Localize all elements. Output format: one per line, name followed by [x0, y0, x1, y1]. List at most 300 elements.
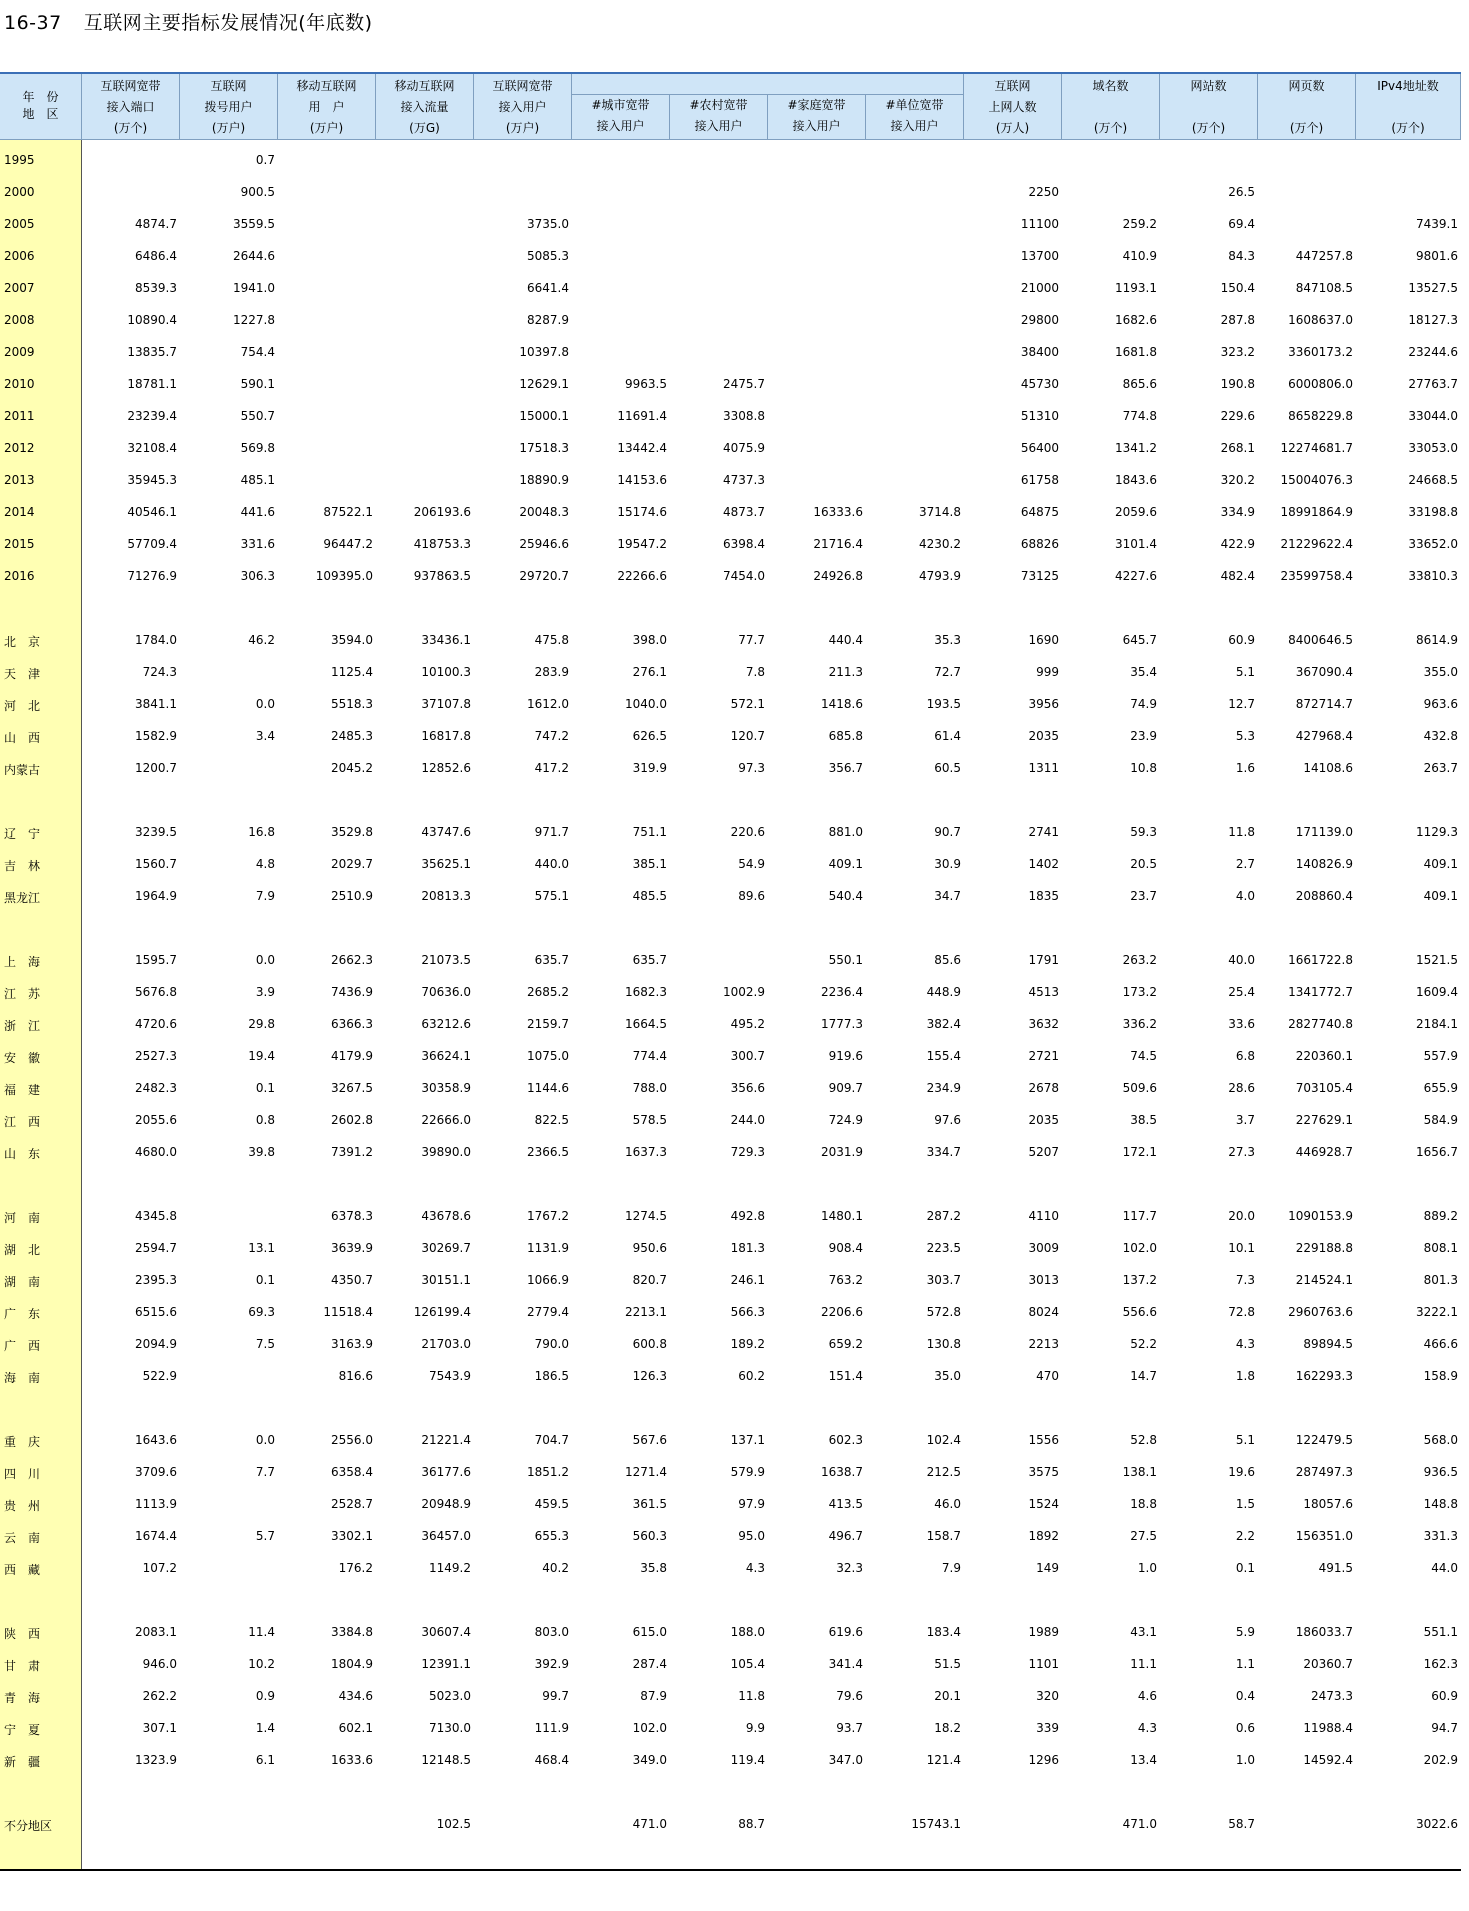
table-cell: 14153.6 [617, 473, 667, 487]
column-header-1-line-1: 拨号用户 [204, 100, 253, 114]
column-header-11-line-0: 网站数 [1190, 79, 1227, 93]
table-cell: 1002.9 [723, 985, 765, 999]
table-cell: 2213 [1028, 1337, 1059, 1351]
row-label: 新 疆 [4, 1755, 41, 1769]
table-cell: 4230.2 [919, 537, 961, 551]
table-cell: 120.7 [730, 729, 765, 743]
table-cell: 36457.0 [421, 1529, 471, 1543]
table-cell: 8024 [1028, 1305, 1059, 1319]
table-cell: 2035 [1028, 729, 1059, 743]
table-cell: 3239.5 [135, 825, 177, 839]
table-cell: 1661722.8 [1288, 953, 1353, 967]
table-cell: 26.5 [1228, 185, 1255, 199]
table-cell: 822.5 [534, 1113, 569, 1127]
table-cell: 774.4 [632, 1049, 667, 1063]
table-row [0, 246, 1461, 266]
table-cell: 550.7 [240, 409, 275, 423]
table-cell: 7.9 [941, 1561, 961, 1575]
table-row [0, 1654, 1461, 1674]
table-row [0, 726, 1461, 746]
table-row [0, 886, 1461, 906]
table-cell: 6515.6 [135, 1305, 177, 1319]
table-cell: 471.0 [632, 1817, 667, 1831]
table-cell: 33053.0 [1408, 441, 1458, 455]
table-cell: 61.4 [934, 729, 961, 743]
column-header-4-line-0: 互联网宽带 [492, 79, 553, 93]
table-row [0, 1558, 1461, 1578]
table-cell: 1480.1 [821, 1209, 863, 1223]
table-cell: 0.0 [255, 953, 275, 967]
table-cell: 208860.4 [1295, 889, 1353, 903]
table-cell: 0.7 [255, 153, 275, 167]
column-header-10-line-1 [1062, 97, 1159, 118]
table-cell: 33198.8 [1408, 505, 1458, 519]
table-row [0, 470, 1461, 490]
table-cell: 4.3 [1235, 1337, 1255, 1351]
table-row [0, 566, 1461, 586]
table-cell: 172.1 [1122, 1145, 1157, 1159]
table-cell: 122479.5 [1295, 1433, 1353, 1447]
column-header-0 [82, 74, 180, 140]
table-cell: 35.0 [934, 1369, 961, 1383]
table-cell: 3639.9 [331, 1241, 373, 1255]
row-label: 内蒙古 [4, 763, 41, 777]
column-header-10-line-2: (万个) [1093, 121, 1128, 135]
table-cell: 11.4 [248, 1625, 275, 1639]
table-cell: 85.6 [934, 953, 961, 967]
column-header-3-line-2: (万G) [409, 121, 440, 135]
table-cell: 751.1 [632, 825, 667, 839]
row-label: 安 徽 [4, 1051, 41, 1065]
table-cell: 60.2 [738, 1369, 765, 1383]
table-cell: 655.9 [1423, 1081, 1458, 1095]
table-cell: 3009 [1028, 1241, 1059, 1255]
table-cell: 105.4 [730, 1657, 765, 1671]
column-header-4 [474, 74, 572, 140]
table-cell: 12148.5 [421, 1753, 471, 1767]
table-cell: 36177.6 [421, 1465, 471, 1479]
table-code: 16-37 [4, 12, 62, 34]
table-cell: 149 [1036, 1561, 1059, 1575]
table-cell: 24926.8 [813, 569, 863, 583]
column-header-6-line-1: 接入用户 [694, 119, 743, 133]
table-cell: 1656.7 [1416, 1145, 1458, 1159]
table-cell: 33810.3 [1408, 569, 1458, 583]
table-cell: 4227.6 [1115, 569, 1157, 583]
table-cell: 117.7 [1122, 1209, 1157, 1223]
table-cell: 820.7 [632, 1273, 667, 1287]
table-cell: 1.5 [1235, 1497, 1255, 1511]
table-cell: 102.5 [436, 1817, 471, 1831]
table-cell: 3714.8 [919, 505, 961, 519]
table-cell: 214524.1 [1295, 1273, 1353, 1287]
column-header-1-line-2: (万户) [211, 121, 246, 135]
row-label: 甘 肃 [4, 1659, 41, 1673]
table-row [0, 1750, 1461, 1770]
table-row [0, 822, 1461, 842]
table-cell: 4.6 [1137, 1689, 1157, 1703]
table-cell: 432.8 [1423, 729, 1458, 743]
table-cell: 963.6 [1423, 697, 1458, 711]
table-cell: 7436.9 [331, 985, 373, 999]
table-cell: 126.3 [632, 1369, 667, 1383]
table-cell: 7130.0 [429, 1721, 471, 1735]
table-cell: 4874.7 [135, 217, 177, 231]
table-cell: 459.5 [534, 1497, 569, 1511]
table-cell: 341.4 [828, 1657, 863, 1671]
table-cell: 936.5 [1423, 1465, 1458, 1479]
table-cell: 15174.6 [617, 505, 667, 519]
table-row [0, 1270, 1461, 1290]
table-cell: 229.6 [1220, 409, 1255, 423]
table-cell: 15743.1 [911, 1817, 961, 1831]
table-cell: 212.5 [926, 1465, 961, 1479]
row-label: 2006 [4, 249, 35, 263]
table-cell: 94.7 [1431, 1721, 1458, 1735]
table-cell: 303.7 [926, 1273, 961, 1287]
row-label: 山 东 [4, 1147, 41, 1161]
table-cell: 8658229.8 [1288, 409, 1353, 423]
table-cell: 9963.5 [625, 377, 667, 391]
table-cell: 70636.0 [421, 985, 471, 999]
table-cell: 97.3 [738, 761, 765, 775]
table-cell: 27.5 [1130, 1529, 1157, 1543]
table-cell: 492.8 [730, 1209, 765, 1223]
table-cell: 186033.7 [1295, 1625, 1353, 1639]
table-cell: 2644.6 [233, 249, 275, 263]
row-label: 广 东 [4, 1307, 41, 1321]
table-cell: 102.0 [632, 1721, 667, 1735]
table-cell: 10.1 [1228, 1241, 1255, 1255]
table-cell: 1.6 [1235, 761, 1255, 775]
table-cell: 181.3 [730, 1241, 765, 1255]
row-label: 湖 南 [4, 1275, 41, 1289]
table-cell: 29.8 [248, 1017, 275, 1031]
table-cell: 20048.3 [519, 505, 569, 519]
table-cell: 1674.4 [135, 1529, 177, 1543]
table-cell: 72.7 [934, 665, 961, 679]
table-cell: 557.9 [1423, 1049, 1458, 1063]
table-cell: 567.6 [632, 1433, 667, 1447]
table-cell: 23599758.4 [1280, 569, 1353, 583]
table-cell: 6398.4 [723, 537, 765, 551]
table-cell: 6.8 [1235, 1049, 1255, 1063]
column-header-0-line-2: (万个) [113, 121, 148, 135]
table-cell: 287.4 [632, 1657, 667, 1671]
table-cell: 18890.9 [519, 473, 569, 487]
table-cell: 1637.3 [625, 1145, 667, 1159]
table-cell: 3632 [1028, 1017, 1059, 1031]
table-cell: 440.0 [534, 857, 569, 871]
table-cell: 1271.4 [625, 1465, 667, 1479]
table-cell: 0.1 [255, 1273, 275, 1287]
table-cell: 1777.3 [821, 1017, 863, 1031]
column-header-12-line-0: 网页数 [1288, 79, 1325, 93]
table-cell: 6366.3 [331, 1017, 373, 1031]
table-cell: 575.1 [534, 889, 569, 903]
table-row [0, 1238, 1461, 1258]
table-cell: 7.9 [255, 889, 275, 903]
table-cell: 15004076.3 [1280, 473, 1353, 487]
table-cell: 206193.6 [413, 505, 471, 519]
column-header-9-line-1: 上网人数 [988, 100, 1037, 114]
row-label: 西 藏 [4, 1563, 41, 1577]
table-cell: 22266.6 [617, 569, 667, 583]
column-header-12-line-2: (万个) [1289, 121, 1324, 135]
column-header-5 [572, 95, 670, 140]
table-cell: 3575 [1028, 1465, 1059, 1479]
table-cell: 188.0 [730, 1625, 765, 1639]
table-cell: 246.1 [730, 1273, 765, 1287]
table-cell: 0.1 [255, 1081, 275, 1095]
column-header-7-line-1: 接入用户 [792, 119, 841, 133]
table-cell: 385.1 [632, 857, 667, 871]
row-label: 2016 [4, 569, 35, 583]
table-cell: 21703.0 [421, 1337, 471, 1351]
table-cell: 602.1 [338, 1721, 373, 1735]
table-cell: 0.4 [1235, 1689, 1255, 1703]
table-cell: 20360.7 [1303, 1657, 1353, 1671]
row-label: 2011 [4, 409, 35, 423]
table-row [0, 310, 1461, 330]
table-cell: 4350.7 [331, 1273, 373, 1287]
column-header-1-line-0: 互联网 [210, 79, 247, 93]
table-cell: 1402 [1028, 857, 1059, 871]
table-cell: 4345.8 [135, 1209, 177, 1223]
table-cell: 0.0 [255, 1433, 275, 1447]
table-cell: 409.1 [828, 857, 863, 871]
table-cell: 151.4 [828, 1369, 863, 1383]
table-cell: 150.4 [1220, 281, 1255, 295]
table-cell: 4110 [1028, 1209, 1059, 1223]
table-cell: 881.0 [828, 825, 863, 839]
table-cell: 724.9 [828, 1113, 863, 1127]
table-cell: 21221.4 [421, 1433, 471, 1447]
table-row [0, 438, 1461, 458]
table-row [0, 1814, 1461, 1834]
table-cell: 35625.1 [421, 857, 471, 871]
page-title [4, 8, 373, 35]
table-cell: 1101 [1028, 1657, 1059, 1671]
table-cell: 64875 [1020, 505, 1059, 519]
table-cell: 2485.3 [331, 729, 373, 743]
table-cell: 392.9 [534, 1657, 569, 1671]
table-cell: 754.4 [240, 345, 275, 359]
table-cell: 2602.8 [331, 1113, 373, 1127]
table-cell: 0.1 [1235, 1561, 1255, 1575]
column-header-7-line-0: #家庭宽带 [787, 98, 846, 112]
row-label: 2005 [4, 217, 35, 231]
table-cell: 7.3 [1235, 1273, 1255, 1287]
table-cell: 148.8 [1423, 1497, 1458, 1511]
table-cell: 1066.9 [527, 1273, 569, 1287]
table-cell: 99.7 [542, 1689, 569, 1703]
table-cell: 10.8 [1130, 761, 1157, 775]
table-cell: 17518.3 [519, 441, 569, 455]
table-cell: 16.8 [248, 825, 275, 839]
table-cell: 448.9 [926, 985, 961, 999]
table-cell: 1609.4 [1416, 985, 1458, 999]
table-cell: 590.1 [240, 377, 275, 391]
table-cell: 18127.3 [1408, 313, 1458, 327]
table-row [0, 1014, 1461, 1034]
table-cell: 93.7 [836, 1721, 863, 1735]
column-header-12-line-1 [1258, 97, 1355, 118]
table-cell: 14.7 [1130, 1369, 1157, 1383]
table-cell: 440.4 [828, 633, 863, 647]
table-cell: 11988.4 [1303, 1721, 1353, 1735]
table-cell: 4.3 [745, 1561, 765, 1575]
table-cell: 126199.4 [413, 1305, 471, 1319]
column-header-11-line-1 [1160, 97, 1257, 118]
table-cell: 20.5 [1130, 857, 1157, 871]
column-header-8 [866, 95, 964, 140]
table-row [0, 982, 1461, 1002]
column-header-13-line-1 [1356, 97, 1460, 118]
table-cell: 162.3 [1423, 1657, 1458, 1671]
table-cell: 569.8 [240, 441, 275, 455]
table-cell: 4.3 [1137, 1721, 1157, 1735]
table-cell: 38.5 [1130, 1113, 1157, 1127]
table-cell: 2055.6 [135, 1113, 177, 1127]
table-cell: 1582.9 [135, 729, 177, 743]
table-cell: 13700 [1020, 249, 1059, 263]
table-cell: 2035 [1028, 1113, 1059, 1127]
table-cell: 43678.6 [421, 1209, 471, 1223]
row-label: 2000 [4, 185, 35, 199]
table-cell: 1560.7 [135, 857, 177, 871]
table-cell: 950.6 [632, 1241, 667, 1255]
table-cell: 2556.0 [331, 1433, 373, 1447]
column-header-1 [180, 74, 278, 140]
table-cell: 13442.4 [617, 441, 667, 455]
row-label: 福 建 [4, 1083, 41, 1097]
table-cell: 211.3 [828, 665, 863, 679]
table-cell: 1418.6 [821, 697, 863, 711]
column-header-5-line-1: 接入用户 [596, 119, 645, 133]
table-cell: 2960763.6 [1288, 1305, 1353, 1319]
table-cell: 23239.4 [127, 409, 177, 423]
table-cell: 4.8 [255, 857, 275, 871]
row-label: 湖 北 [4, 1243, 41, 1257]
table-cell: 5.3 [1235, 729, 1255, 743]
table-row [0, 1110, 1461, 1130]
table-cell: 51310 [1020, 409, 1059, 423]
table-cell: 418753.3 [413, 537, 471, 551]
table-cell: 509.6 [1122, 1081, 1157, 1095]
row-label-column [0, 140, 82, 1869]
table-cell: 788.0 [632, 1081, 667, 1095]
table-cell: 2184.1 [1416, 1017, 1458, 1031]
table-cell: 1200.7 [135, 761, 177, 775]
table-cell: 97.6 [934, 1113, 961, 1127]
table-cell: 12391.1 [421, 1657, 471, 1671]
table-cell: 12852.6 [421, 761, 471, 775]
column-header-3-line-1: 接入流量 [400, 100, 449, 114]
table-cell: 1274.5 [625, 1209, 667, 1223]
column-header-11 [1160, 74, 1258, 140]
table-cell: 69.3 [248, 1305, 275, 1319]
column-header-9-line-0: 互联网 [994, 79, 1031, 93]
column-header-6 [670, 95, 768, 140]
table-cell: 138.1 [1122, 1465, 1157, 1479]
corner-region-label: 地 区 [22, 107, 59, 121]
table-cell: 560.3 [632, 1529, 667, 1543]
table-cell: 25.4 [1228, 985, 1255, 999]
table-cell: 11518.4 [323, 1305, 373, 1319]
table-cell: 56400 [1020, 441, 1059, 455]
table-cell: 11.8 [738, 1689, 765, 1703]
row-label: 北 京 [4, 635, 41, 649]
table-cell: 704.7 [534, 1433, 569, 1447]
table-cell: 4.0 [1235, 889, 1255, 903]
table-cell: 1131.9 [527, 1241, 569, 1255]
table-cell: 21073.5 [421, 953, 471, 967]
table-cell: 28.6 [1228, 1081, 1255, 1095]
table-cell: 84.3 [1228, 249, 1255, 263]
row-label: 浙 江 [4, 1019, 41, 1033]
table-cell: 5023.0 [429, 1689, 471, 1703]
table-cell: 919.6 [828, 1049, 863, 1063]
table-cell: 1193.1 [1115, 281, 1157, 295]
table-row [0, 630, 1461, 650]
table-cell: 11.1 [1130, 1657, 1157, 1671]
table-cell: 2.7 [1235, 857, 1255, 871]
table-cell: 2029.7 [331, 857, 373, 871]
table-cell: 319.9 [632, 761, 667, 775]
table-cell: 3013 [1028, 1273, 1059, 1287]
table-cell: 3735.0 [527, 217, 569, 231]
table-cell: 471.0 [1122, 1817, 1157, 1831]
table-cell: 2159.7 [527, 1017, 569, 1031]
table-cell: 410.9 [1122, 249, 1157, 263]
table-cell: 107.2 [142, 1561, 177, 1575]
column-header-6-line-0: #农村宽带 [689, 98, 748, 112]
table-cell: 87522.1 [323, 505, 373, 519]
table-cell: 287.8 [1220, 313, 1255, 327]
table-cell: 10100.3 [421, 665, 471, 679]
table-cell: 568.0 [1423, 1433, 1458, 1447]
table-cell: 8614.9 [1416, 633, 1458, 647]
table-cell: 61758 [1020, 473, 1059, 487]
table-cell: 12.7 [1228, 697, 1255, 711]
table-cell: 0.6 [1235, 1721, 1255, 1735]
table-row [0, 1078, 1461, 1098]
table-cell: 7454.0 [723, 569, 765, 583]
row-label: 不分地区 [4, 1819, 53, 1833]
table-cell: 485.5 [632, 889, 667, 903]
table-cell: 937863.5 [413, 569, 471, 583]
table-cell: 466.6 [1423, 1337, 1458, 1351]
table-cell: 475.8 [534, 633, 569, 647]
table-row [0, 1462, 1461, 1482]
table-cell: 2031.9 [821, 1145, 863, 1159]
table-cell: 4737.3 [723, 473, 765, 487]
table-row [0, 1430, 1461, 1450]
table-cell: 2250 [1028, 185, 1059, 199]
table-cell: 6641.4 [527, 281, 569, 295]
table-cell: 355.0 [1423, 665, 1458, 679]
table-cell: 11.8 [1228, 825, 1255, 839]
table-cell: 14592.4 [1303, 1753, 1353, 1767]
table-cell: 8287.9 [527, 313, 569, 327]
table-cell: 551.1 [1423, 1625, 1458, 1639]
table-cell: 872714.7 [1295, 697, 1353, 711]
table-cell: 790.0 [534, 1337, 569, 1351]
table-cell: 5207 [1028, 1145, 1059, 1159]
table-cell: 13835.7 [127, 345, 177, 359]
table-cell: 20.0 [1228, 1209, 1255, 1223]
